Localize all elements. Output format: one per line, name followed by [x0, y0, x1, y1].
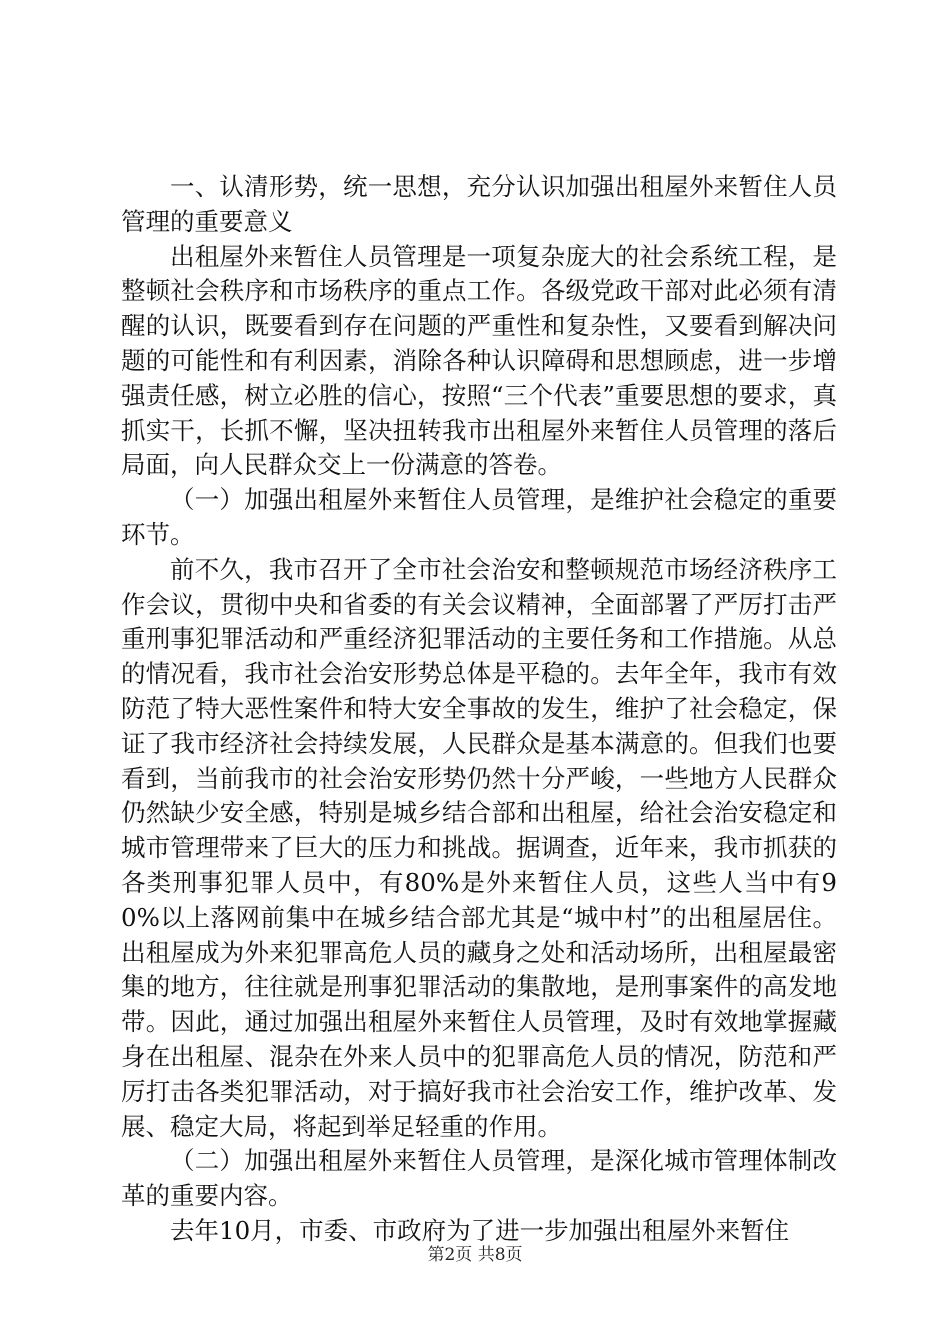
- paragraph: 前不久，我市召开了全市社会治安和整顿规范市场经济秩序工作会议，贯彻中央和省委的有关会议精神，全面部署了严厉打击严重刑事犯罪活动和严重经济犯罪活动的主要任务和工作措施。从总的情况看，我市社会治安形势总体是平稳的。去年全年，我市有效防范了特大恶性案件和特大安全事故的发生，维护了社会稳定，保证了我市经济社会持续发展，人民群众是基本满意的。但我们也要看到，当前我市的社会治安形势仍然十分严峻，一些地方人民群众仍然缺少安全感，特别是城乡结合部和出租屋，给社会治安稳定和城市管理带来了巨大的压力和挑战。据调查，近年来，我市抓获的各类刑事犯罪人员中，有80%是外来暂住人员，这些人当中有90%以上落网前集中在城乡结合部尤其是“城中村”的出租屋居住。出租屋成为外来犯罪高危人员的藏身之处和活动场所，出租屋最密集的地方，往往就是刑事犯罪活动的集散地，是刑事案件的高发地带。因此，通过加强出租屋外来暂住人员管理，及时有效地掌握藏身在出租屋、混杂在外来人员中的犯罪高危人员的情况，防范和严厉打击各类犯罪活动，对于搞好我市社会治安工作，维护改革、发展、稳定大局，将起到举足轻重的作用。: [121, 554, 837, 1141]
- subsection-heading: （一）加强出租屋外来暂住人员管理，是维护社会稳定的重要环节。: [121, 485, 837, 549]
- paragraph: 去年10月，市委、市政府为了进一步加强出租屋外来暂住: [170, 1215, 790, 1245]
- document-body: [121, 170, 837, 1249]
- page-footer: 第2页 共8页: [427, 1245, 523, 1265]
- subsection-heading: （二）加强出租屋外来暂住人员管理，是深化城市管理体制改革的重要内容。: [121, 1146, 837, 1211]
- section-heading: 一、认清形势，统一思想，充分认识加强出租屋外来暂住人员管理的重要意义: [121, 172, 837, 236]
- paragraph: 出租屋外来暂住人员管理是一项复杂庞大的社会系统工程，是整顿社会秩序和市场秩序的重点工作。各级党政干部对此必须有清醒的认识，既要看到存在问题的严重性和复杂性，又要看到解决问题的可能性和有利因素，消除各种认识障碍和思想顾虑，进一步增强责任感，树立必胜的信心，按照“三个代表”重要思想的要求，真抓实干，长抓不懈，坚决扭转我市出租屋外来暂住人员管理的落后局面，向人民群众交上一份满意的答卷。: [121, 241, 837, 480]
